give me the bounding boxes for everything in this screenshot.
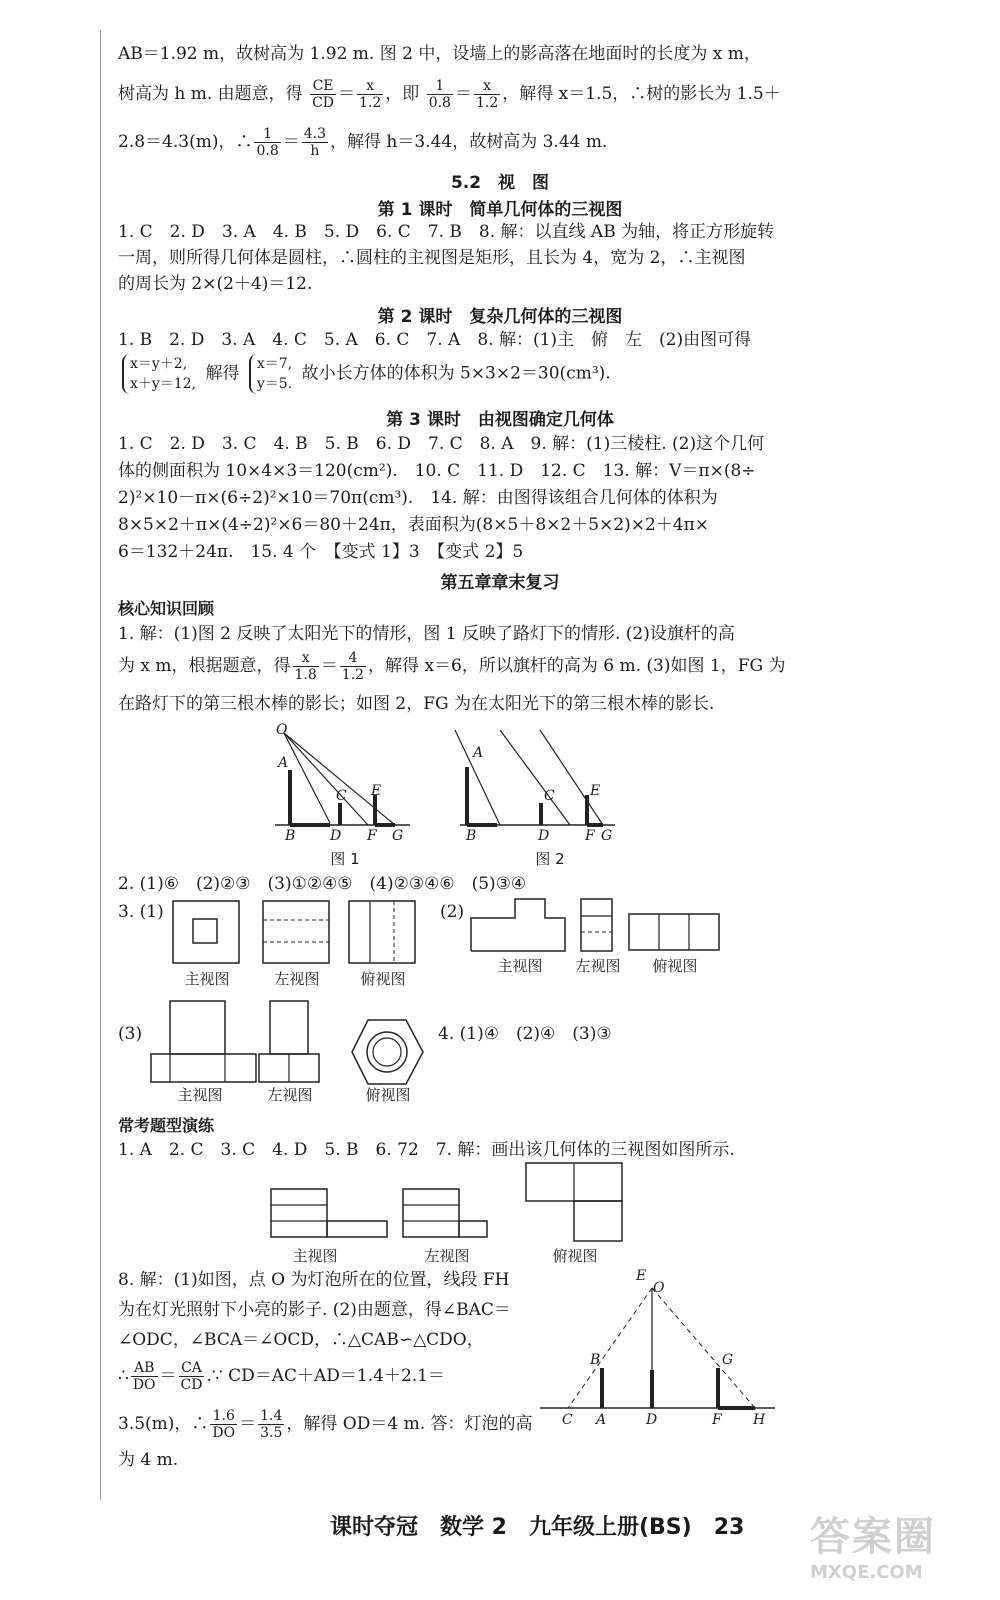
equation-system: x＝7, y＝5. [249,354,292,394]
point-label: F [367,828,377,844]
fraction: $\frac{x}{1.8}$ [294,650,317,683]
figure-caption: 图 1 [330,850,360,868]
point-label: F [712,1412,722,1428]
point-label: A [278,755,289,771]
point-label: E [590,783,601,799]
view-caption: 左视图 [575,957,621,975]
text-line: 2.8＝4.3(m)，∴ $\frac{1}{0.8}$ ＝ $\frac{4.3}{h}$ ，解得 h＝3.44，故树高为 3.44 m. [118,126,608,159]
fraction: $\frac{1.6}{DO}$ [212,1408,236,1441]
q8-lamp-figure [540,1280,780,1420]
q3-2-front-view [470,898,570,953]
point-label: C [544,788,555,804]
text-line: 8×5×2＋π×(4÷2)²×6＝80＋24π，表面积为(8×5＋8×2＋5×2)×2＋4π× [118,515,709,535]
text-line: ∠ODC，∠BCA＝∠OCD，∴△CAB∽△CDO， [118,1330,484,1350]
point-label: G [722,1352,734,1368]
fraction: $\frac{1.4}{3.5}$ [260,1408,283,1441]
fraction: $\frac{1}{0.8}$ [256,126,279,159]
point-label: B [285,828,296,844]
answer-line: 1. C 2. D 3. A 4. B 5. D 6. C 7. B 8. 解：以直线 AB 为轴，将正方形旋转 [118,222,775,242]
view-caption: 主视图 [177,1086,223,1104]
fraction: $\frac{4}{1.2}$ [341,650,365,683]
point-label: B [466,828,477,844]
view-caption: 俯视图 [365,1086,411,1104]
view-caption: 俯视图 [652,957,698,975]
text-line: 6＝132＋24π. 15. 4 个 【变式 1】3 【变式 2】5 [118,542,524,562]
view-caption: 左视图 [274,970,320,988]
text-line: ∴ $\frac{AB}{DO}$ ＝ $\frac{CA}{CD}$ .∵ CD＝AC＋AD＝1.4＋2.1＝ [118,1360,445,1393]
point-label: O [276,722,288,738]
text-line: 2)²×10－π×(6÷2)²×10＝70π(cm³). 14. 解：由图得该组合几何体的体积为 [118,488,718,508]
section-title: 5.2 视 图 [450,173,550,193]
point-label: F [585,828,595,844]
fraction: $\frac{1}{0.8}$ [428,78,451,111]
q3-3-left-view [258,1000,323,1085]
equation-line: x＝y＋2, x＋y＝12, 解得 x＝7, y＝5. 故小长方体的体积为 5×3×2＝30(cm³). [118,354,611,394]
q3-2-top-view [628,913,723,953]
figure-caption: 图 2 [535,850,565,868]
point-label: E [636,1268,647,1284]
answer-line: 4. (1)④ (2)④ (3)③ [438,1024,612,1044]
text-line: 树高为 h m. 由题意，得 $\frac{CE}{CD}$ ＝ $\frac{x}{1.2}$ ，即 $\frac{1}{0.8}$ ＝ $\frac{x}{1.2}$ ，解得 x＝1.5，∴树的影长为 1.5＋ [118,78,781,111]
q3-2-left-view [580,898,615,953]
view-caption: 主视图 [497,957,543,975]
text-line: 为 x m，根据题意，得 $\frac{x}{1.8}$ ＝ $\frac{4}{1.2}$ ，解得 x＝6，所以旗杆的高为 6 m. (3)如图 1，FG 为 [118,650,786,683]
text-line: 的周长为 2×(2＋4)＝12. [118,274,313,294]
text-line: 1. 解：(1)图 2 反映了太阳光下的情形，图 1 反映了路灯下的情形. (2)设旗杆的高 [118,624,735,644]
text-line: 一周，则所得几何体是圆柱，∴圆柱的主视图是矩形，且长为 4，宽为 2，∴主视图 [118,248,746,268]
fraction: $\frac{CA}{CD}$ [180,1360,203,1393]
point-label: A [596,1412,607,1428]
margin-rule [100,30,101,1500]
text-line: 3.5(m)，∴ $\frac{1.6}{DO}$ ＝ $\frac{1.4}{3.5}$ ，解得 OD＝4 m. 答：灯泡的高 [118,1408,533,1441]
text-line: 体的侧面积为 10×4×3＝120(cm²). 10. C 11. D 12. C 13. 解：V＝π×(8÷ [118,461,756,481]
point-label: D [646,1412,658,1428]
view-caption: 主视图 [184,970,230,988]
lesson-title: 第 3 课时 由视图确定几何体 [386,410,614,430]
fraction: $\frac{AB}{DO}$ [132,1360,156,1393]
view-caption: 左视图 [424,1247,470,1265]
fraction: $\frac{x}{1.2}$ [359,78,382,111]
fraction: $\frac{CE}{CD}$ [312,78,335,111]
fraction: $\frac{x}{1.2}$ [475,78,499,111]
point-label: H [753,1412,766,1428]
equation-system: x＝y＋2, x＋y＝12, [122,354,196,394]
fraction: $\frac{4.3}{h}$ [303,126,326,159]
view-caption: 俯视图 [360,970,406,988]
q3-1-front-view [172,900,242,965]
point-label: A [473,745,484,761]
q7-left-view [402,1188,492,1240]
lesson-title: 第 2 课时 复杂几何体的三视图 [377,307,623,327]
lesson-title: 第 1 课时 简单几何体的三视图 [377,200,623,220]
answer-line: 1. B 2. D 3. A 4. C 5. A 6. C 7. A 8. 解：(1)主 俯 左 (2)由图可得 [118,330,752,350]
subsection-heading: 常考题型演练 [118,1116,215,1135]
answer-line: 1. C 2. D 3. C 4. B 5. B 6. D 7. C 8. A 9. 解：(1)三棱柱. (2)这个几何 [118,434,765,454]
question-label: 3. (1) [118,902,164,922]
answer-line: 2. (1)⑥ (2)②③ (3)①②④⑤ (4)②③④⑥ (5)③④ [118,874,527,894]
view-caption: 俯视图 [552,1247,598,1265]
text-line: 为 4 m. [118,1450,179,1470]
point-label: G [392,828,404,844]
q3-1-top-view [348,900,418,965]
point-label: G [601,828,613,844]
text-line: 在路灯下的第三根木棒的影长；如图 2，FG 为在太阳光下的第三根木棒的影长. [118,694,715,714]
q7-front-view [270,1188,390,1240]
point-label: D [538,828,550,844]
answer-line: 1. A 2. C 3. C 4. D 5. B 6. 72 7. 解：画出该几何体的三视图如图所示. [118,1140,735,1160]
q3-3-front-view [150,1000,260,1085]
q7-top-view [525,1162,625,1244]
point-label: C [562,1412,573,1428]
point-label: O [653,1280,665,1296]
q3-3-top-view [350,1018,425,1086]
page-footer: 课时夺冠 数学 2 九年级上册(BS) 23 [330,1515,745,1540]
subsection-heading: 核心知识回顾 [118,599,215,618]
q3-1-left-view [262,900,332,965]
question-label: (2) [440,902,465,922]
point-label: E [371,783,382,799]
watermark-logo: 答案圈 MXQE.COM [810,1514,936,1583]
point-label: C [336,788,347,804]
view-caption: 主视图 [292,1247,338,1265]
text-line: 为在灯光照射下小亮的影子. (2)由题意，得∠BAC＝ [118,1300,511,1320]
point-label: D [330,828,342,844]
text-line: AB＝1.92 m，故树高为 1.92 m. 图 2 中，设墙上的影高落在地面时的长度为 x m， [118,44,761,64]
view-caption: 左视图 [267,1086,313,1104]
question-label: (3) [118,1024,143,1044]
text-line: 8. 解：(1)如图，点 O 为灯泡所在的位置，线段 FH [118,1270,510,1290]
point-label: B [590,1352,601,1368]
chapter-review-title: 第五章章末复习 [440,573,560,593]
